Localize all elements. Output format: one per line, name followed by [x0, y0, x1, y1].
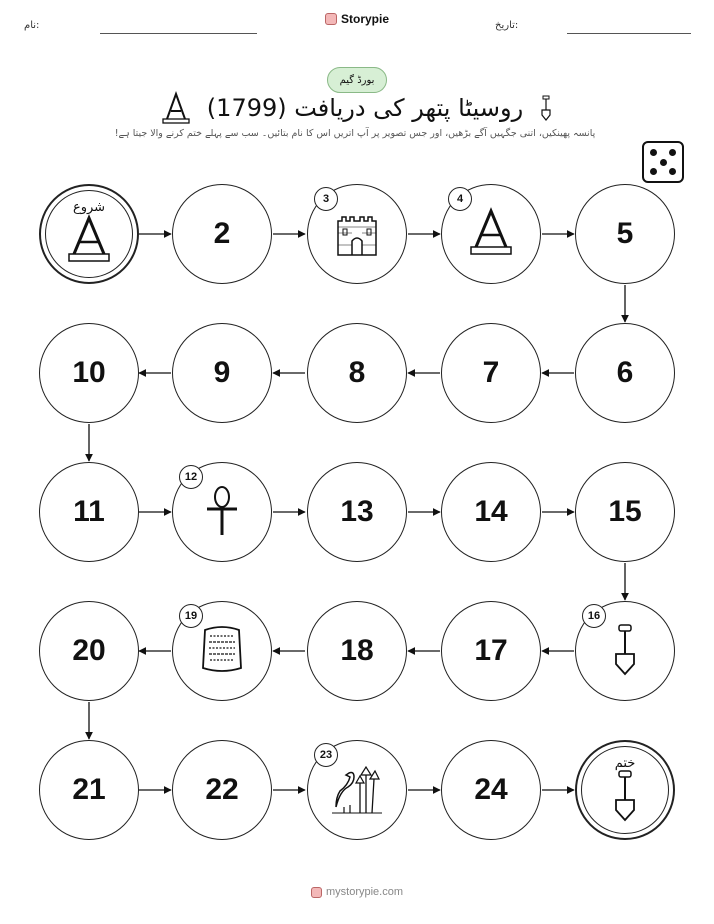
board-space-10[interactable] [39, 323, 139, 423]
board-space-18[interactable] [307, 601, 407, 701]
board-space-4[interactable] [441, 184, 541, 284]
space-number-badge: 23 [314, 743, 338, 767]
board-space-12[interactable] [172, 462, 272, 562]
space-number: 13 [340, 495, 374, 528]
castle-icon [330, 205, 384, 263]
space-number-badge: 3 [314, 187, 338, 211]
space-number: 14 [474, 495, 508, 528]
letter-a-icon [464, 205, 518, 263]
board-space-11[interactable] [39, 462, 139, 562]
shovel-icon [598, 768, 652, 826]
board-space-7[interactable] [441, 323, 541, 423]
board-space-2[interactable] [172, 184, 272, 284]
space-number: 22 [205, 773, 239, 806]
board-space-24[interactable] [441, 740, 541, 840]
space-number: 11 [73, 495, 105, 528]
date-label: تاریخ: [495, 20, 519, 31]
rosetta-stone-icon [195, 622, 249, 680]
board-space-25[interactable] [575, 740, 675, 840]
space-number-badge: 19 [179, 604, 203, 628]
space-number: 2 [213, 217, 231, 250]
storypie-logo-icon [311, 887, 322, 898]
page-title: روسیٹا پتھر کی دریافت (1799) [206, 94, 524, 122]
board-space-20[interactable] [39, 601, 139, 701]
space-number-badge: 12 [179, 465, 203, 489]
board-space-3[interactable] [307, 184, 407, 284]
board-space-8[interactable] [307, 323, 407, 423]
end-label: ختم [614, 756, 636, 771]
bird-papyrus-icon [330, 761, 384, 819]
board-space-9[interactable] [172, 323, 272, 423]
space-number: 8 [348, 356, 366, 389]
space-number: 21 [72, 773, 106, 806]
space-number: 10 [72, 356, 106, 389]
space-number-badge: 4 [448, 187, 472, 211]
board-space-21[interactable] [39, 740, 139, 840]
space-number: 7 [482, 356, 500, 389]
space-number: 24 [474, 773, 508, 806]
space-number: 20 [72, 634, 106, 667]
board-space-17[interactable] [441, 601, 541, 701]
footer [0, 886, 714, 898]
space-number: 6 [616, 356, 634, 389]
board-space-22[interactable] [172, 740, 272, 840]
ankh-icon [195, 483, 249, 541]
board-space-15[interactable] [575, 462, 675, 562]
space-number-badge: 16 [582, 604, 606, 628]
name-label: نام: [24, 20, 40, 31]
space-number: 9 [213, 356, 231, 389]
shovel-icon [598, 622, 652, 680]
brand-name: Storypie [340, 12, 389, 26]
board-space-23[interactable] [307, 740, 407, 840]
board-space-6[interactable] [575, 323, 675, 423]
space-number: 18 [340, 634, 374, 667]
space-number: 17 [474, 634, 508, 667]
board-space-19[interactable] [172, 601, 272, 701]
board-space-13[interactable] [307, 462, 407, 562]
board-game-badge: بورڈ گیم [327, 67, 387, 93]
board-space-5[interactable] [575, 184, 675, 284]
letter-a-icon [161, 91, 191, 125]
board-space-14[interactable] [441, 462, 541, 562]
letter-a-icon [62, 212, 116, 270]
board-space-16[interactable] [575, 601, 675, 701]
instructions: پانسہ پھینکیں، اتنی جگہیں آگے بڑھیں، اور جس تصویر پر آپ اتریں اس کا نام بتائیں۔ سب سے پہلے ختم کرنے والا جیتا ہے! [114, 128, 596, 139]
space-number: 5 [616, 217, 634, 250]
start-label: شروع [72, 200, 106, 215]
space-number: 15 [608, 495, 642, 528]
board-space-1[interactable] [39, 184, 139, 284]
footer-url[interactable]: mystorypie.com [325, 886, 404, 898]
